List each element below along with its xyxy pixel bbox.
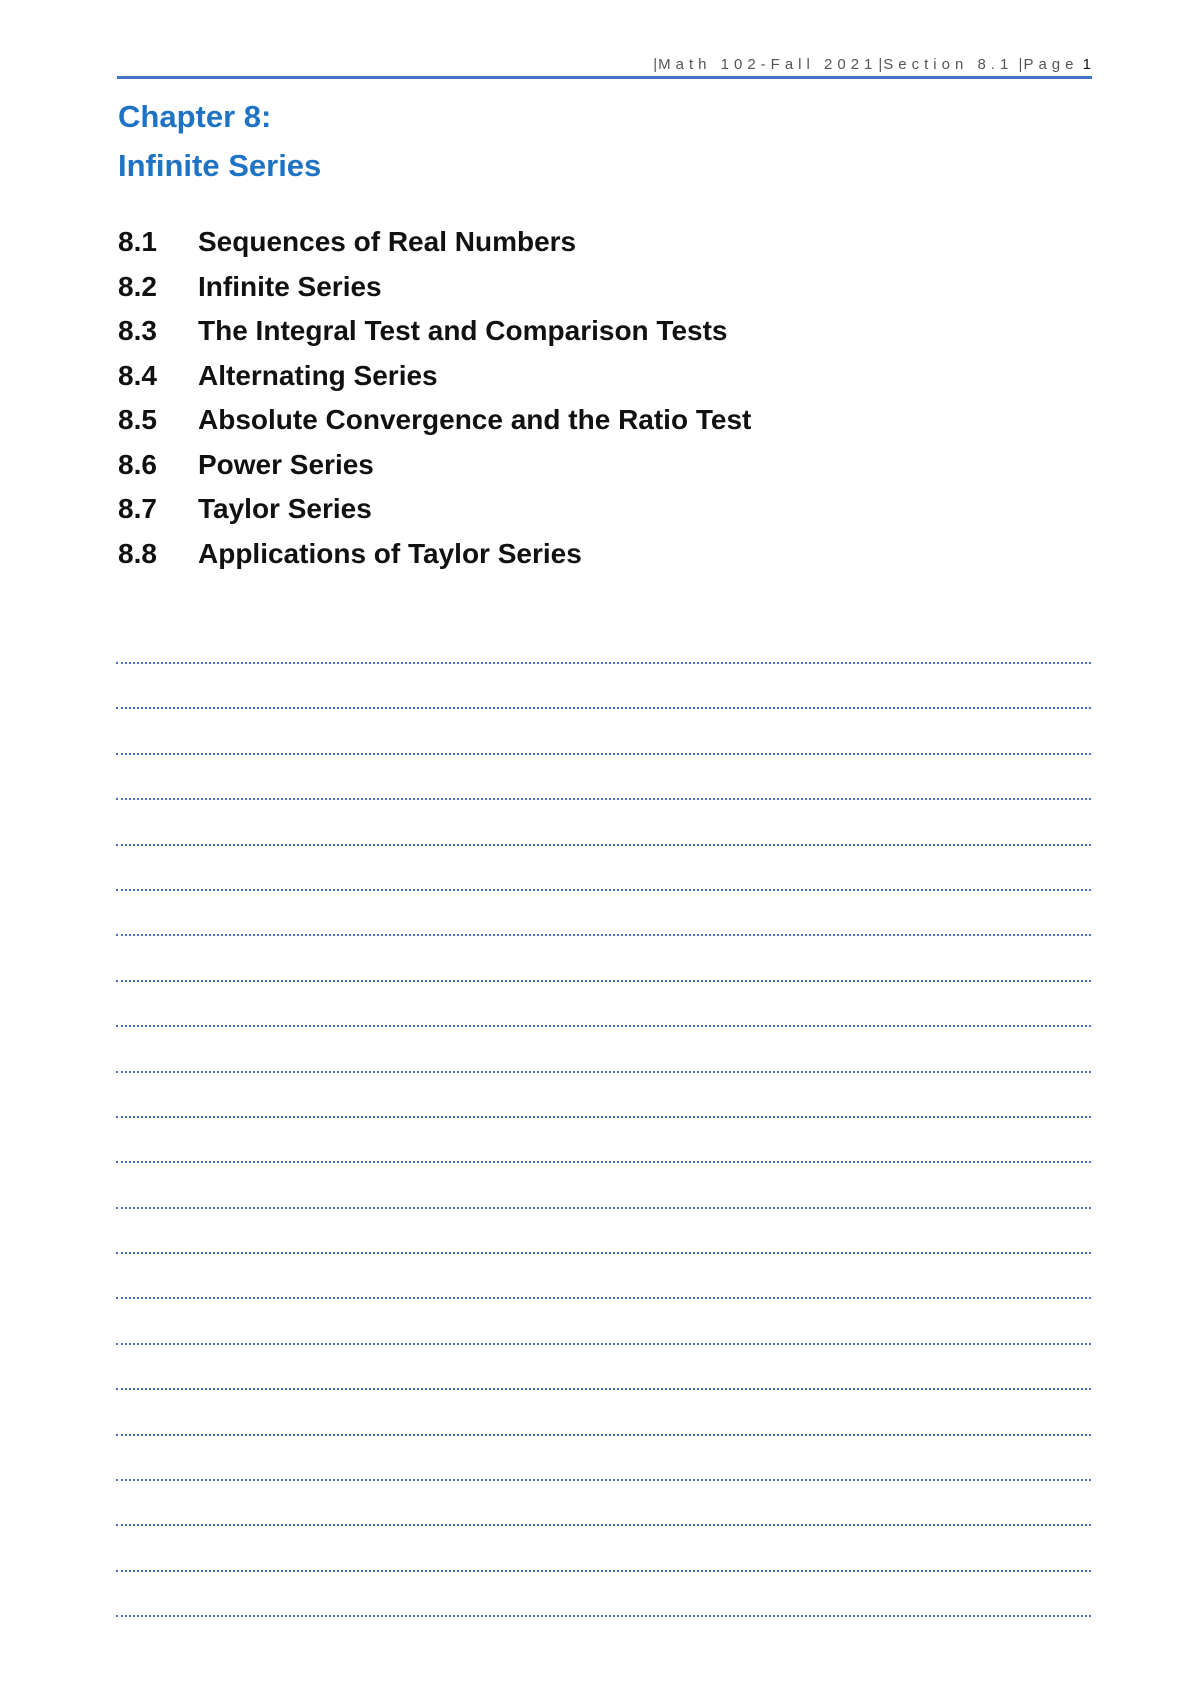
toc-entry-number: 8.7 xyxy=(118,493,157,524)
dotted-writing-line xyxy=(116,980,1091,1025)
toc-entry-number: 8.5 xyxy=(118,404,157,435)
toc-entry-title: Alternating Series xyxy=(198,359,438,391)
dotted-writing-line xyxy=(116,1479,1091,1524)
dotted-writing-line xyxy=(116,1343,1091,1388)
toc-entry-number: 8.2 xyxy=(118,270,157,302)
header-section: Section 8.1 xyxy=(883,56,1014,73)
toc-entry-title: Taylor Series xyxy=(198,493,372,524)
dotted-writing-line xyxy=(116,1116,1091,1161)
toc-entry xyxy=(118,220,751,265)
header-separator: | xyxy=(653,56,658,73)
header-page-label: Page xyxy=(1023,56,1079,73)
dotted-writing-line xyxy=(116,1570,1091,1615)
dotted-writing-line xyxy=(116,1297,1091,1342)
dotted-writing-line xyxy=(116,1524,1091,1569)
dotted-writing-line xyxy=(116,844,1091,889)
header-rule xyxy=(117,76,1092,79)
toc-entry xyxy=(118,354,751,399)
dotted-writing-line xyxy=(116,934,1091,979)
toc-entry-title: Power Series xyxy=(198,448,374,480)
chapter-title xyxy=(118,92,321,190)
toc-entry-title: Absolute Convergence and the Ratio Test xyxy=(198,404,752,435)
toc-entry xyxy=(118,265,751,310)
dotted-writing-line xyxy=(116,662,1091,707)
toc-entry-number: 8.3 xyxy=(118,315,157,346)
header-separator: | xyxy=(1018,56,1023,73)
dotted-writing-line xyxy=(116,1434,1091,1479)
toc-entry-number: 8.8 xyxy=(118,537,157,569)
toc-entry xyxy=(118,443,751,488)
dotted-writing-line xyxy=(116,753,1091,798)
note-lines xyxy=(116,662,1091,1661)
dotted-writing-line xyxy=(116,1615,1091,1660)
toc-entry-title: Sequences of Real Numbers xyxy=(198,226,577,257)
toc-entry-number: 8.1 xyxy=(118,226,157,257)
toc-entry-number: 8.4 xyxy=(118,359,157,391)
header-page-number: 1 xyxy=(1082,56,1091,73)
header-course: Math 102-Fall 2021 xyxy=(658,56,878,73)
page-header xyxy=(118,56,1091,76)
dotted-writing-line xyxy=(116,1025,1091,1070)
toc-entry-number: 8.6 xyxy=(118,448,157,480)
dotted-writing-line xyxy=(116,1252,1091,1297)
dotted-writing-line xyxy=(116,1071,1091,1116)
toc-entry xyxy=(118,487,751,532)
dotted-writing-line xyxy=(116,707,1091,752)
dotted-writing-line xyxy=(116,889,1091,934)
dotted-writing-line xyxy=(116,1388,1091,1433)
chapter-number: Chapter 8: xyxy=(118,99,272,134)
table-of-contents xyxy=(118,220,751,576)
toc-entry-title: The Integral Test and Comparison Tests xyxy=(198,315,728,346)
toc-entry xyxy=(118,398,751,443)
toc-entry xyxy=(118,309,751,354)
toc-entry-title: Infinite Series xyxy=(198,270,382,302)
toc-entry-title: Applications of Taylor Series xyxy=(198,537,582,569)
dotted-writing-line xyxy=(116,1161,1091,1206)
header-separator: | xyxy=(878,56,883,73)
dotted-writing-line xyxy=(116,798,1091,843)
toc-entry xyxy=(118,532,751,577)
dotted-writing-line xyxy=(116,1207,1091,1252)
chapter-name: Infinite Series xyxy=(118,148,322,183)
